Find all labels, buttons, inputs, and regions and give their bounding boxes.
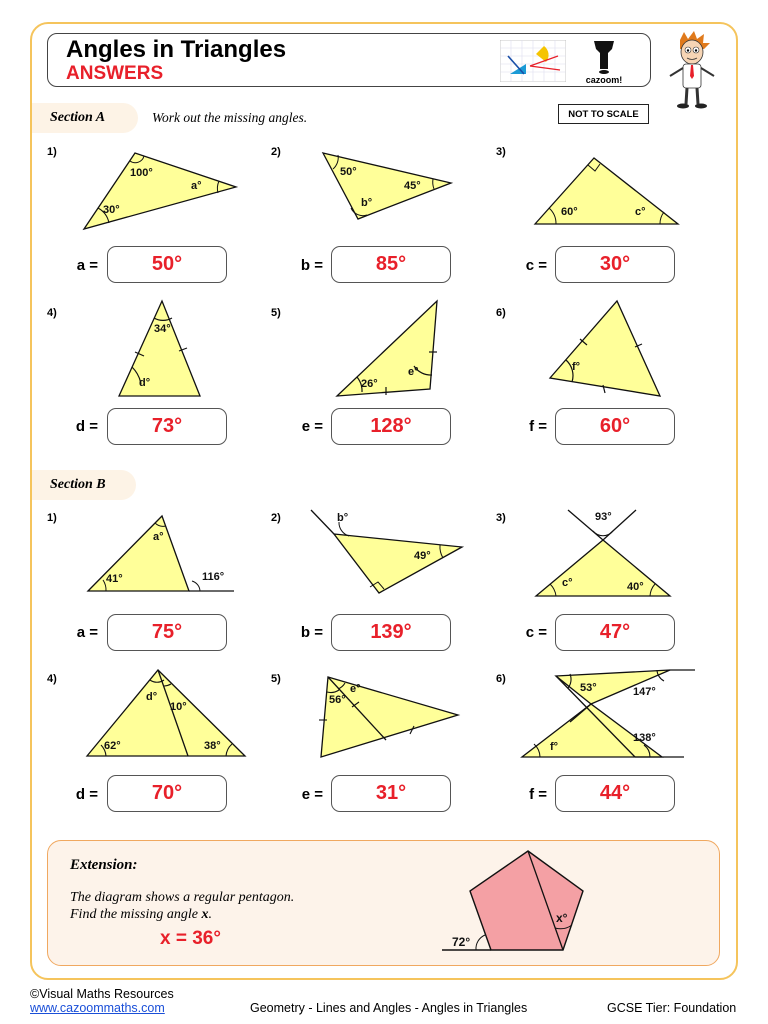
- answer-box: 47°: [555, 614, 675, 651]
- angle-label: 26°: [361, 378, 378, 390]
- answer-box: 85°: [331, 246, 451, 283]
- question-number: 1): [47, 146, 57, 158]
- pentagon-diagram: [430, 845, 610, 957]
- angle-label: 147°: [633, 686, 656, 698]
- question-number: 3): [496, 146, 506, 158]
- extension-title: Extension:: [70, 857, 138, 873]
- angle-label: f°: [550, 741, 559, 753]
- question-number: 2): [271, 146, 281, 158]
- answer-label: c =: [525, 257, 547, 274]
- triangle-a6: [550, 301, 660, 396]
- angle-label: 56°: [329, 694, 346, 706]
- angle-label: 100°: [130, 167, 153, 179]
- answer-label: a =: [76, 624, 98, 641]
- answer-label: d =: [75, 786, 98, 803]
- answer-box: 31°: [331, 775, 451, 812]
- answer-label: c =: [525, 624, 547, 641]
- angle-label: 116°: [202, 571, 225, 583]
- angle-label: b°: [361, 197, 373, 209]
- answer-label: f =: [529, 786, 547, 803]
- cazoom-logo-icon: [574, 39, 634, 85]
- answer-box: 73°: [107, 408, 227, 445]
- angle-label: 40°: [627, 581, 644, 593]
- angle-label: 60°: [561, 206, 578, 218]
- question-number: 2): [271, 512, 281, 524]
- triangle-a2: [323, 153, 451, 219]
- angle-label: 62°: [104, 740, 121, 752]
- answer-box: 70°: [107, 775, 227, 812]
- angle-label: 72°: [452, 935, 471, 949]
- triangle-a4: [119, 301, 200, 396]
- footer-tier: GCSE Tier: Foundation: [607, 1001, 737, 1015]
- answer-label: e =: [301, 418, 323, 435]
- angle-label: f°: [572, 361, 581, 373]
- extension-line-2-prefix: Find the missing angle: [70, 907, 202, 922]
- extension-line-2-suffix: .: [208, 907, 212, 922]
- pentagon-shape: [470, 851, 583, 950]
- section-b-row2-diagrams: [0, 662, 768, 772]
- angle-label: a°: [191, 180, 202, 192]
- angle-label: 38°: [204, 740, 221, 752]
- angle-label: x°: [556, 911, 568, 925]
- answer-box: 50°: [107, 246, 227, 283]
- angle-label: 53°: [580, 682, 597, 694]
- extension-line-2: [70, 907, 212, 923]
- extension-variable: x: [201, 907, 209, 922]
- extension-answer: x = 36°: [160, 928, 221, 949]
- section-a-row2-diagrams: [0, 296, 768, 406]
- question-number: 1): [47, 512, 57, 524]
- page-title: Angles in Triangles: [66, 36, 287, 63]
- brand-text: cazoom!: [585, 75, 623, 85]
- angle-label: 30°: [103, 204, 120, 216]
- answer-box: 139°: [331, 614, 451, 651]
- section-b-label: Section B: [32, 470, 136, 500]
- angle-label: c°: [635, 206, 646, 218]
- angle-label: e°: [408, 366, 419, 378]
- question-number: 6): [496, 673, 506, 685]
- section-a-instruction: Work out the missing angles.: [152, 110, 308, 125]
- graph-logo-icon: [500, 40, 566, 82]
- not-to-scale-label: NOT TO SCALE: [558, 104, 649, 124]
- angle-label: 34°: [154, 323, 171, 335]
- footer-topic: Geometry - Lines and Angles - Angles in Triangles: [250, 1001, 528, 1015]
- angle-label: 93°: [595, 511, 612, 523]
- angle-label: 41°: [106, 573, 123, 585]
- answer-label: b =: [300, 624, 323, 641]
- footer-website-link[interactable]: www.cazoommaths.com: [30, 1001, 165, 1015]
- angle-label: e°: [350, 683, 361, 695]
- triangle-b6-bottom: [522, 704, 662, 757]
- answer-label: b =: [300, 257, 323, 274]
- question-number: 5): [271, 307, 281, 319]
- question-number: 6): [496, 307, 506, 319]
- angle-label: a°: [153, 531, 164, 543]
- triangle-a3: [535, 158, 678, 224]
- angle-label: b°: [337, 512, 349, 524]
- angle-label: 50°: [340, 166, 357, 178]
- page-subtitle: ANSWERS: [66, 63, 164, 84]
- question-number: 4): [47, 673, 57, 685]
- angle-label: 138°: [633, 732, 656, 744]
- mascot-icon: [664, 30, 720, 114]
- section-b-row1-diagrams: [0, 500, 768, 610]
- extension-line-1: The diagram shows a regular pentagon.: [70, 890, 295, 905]
- angle-label: 10°: [170, 701, 187, 713]
- answer-box: 60°: [555, 408, 675, 445]
- angle-label: d°: [139, 377, 151, 389]
- answer-box: 30°: [555, 246, 675, 283]
- answer-label: e =: [301, 786, 323, 803]
- triangle-b5: [321, 677, 458, 757]
- angle-label: d°: [146, 691, 158, 703]
- answer-box: 75°: [107, 614, 227, 651]
- answer-label: a =: [76, 257, 98, 274]
- angle-label: 45°: [404, 180, 421, 192]
- angle-label: c°: [562, 577, 573, 589]
- section-a-label: Section A: [32, 103, 138, 133]
- question-number: 5): [271, 673, 281, 685]
- answer-label: d =: [75, 418, 98, 435]
- angle-label: 49°: [414, 550, 431, 562]
- question-number: 3): [496, 512, 506, 524]
- triangle-b1: [88, 516, 189, 591]
- answer-label: f =: [529, 418, 547, 435]
- question-number: 4): [47, 307, 57, 319]
- footer-copyright: ©Visual Maths Resources: [30, 987, 174, 1001]
- answer-box: 44°: [555, 775, 675, 812]
- section-a-row1-diagrams: [0, 140, 768, 310]
- triangle-b2: [334, 534, 462, 593]
- triangle-a5: [337, 301, 437, 396]
- triangle-b3: [536, 540, 670, 596]
- answer-box: 128°: [331, 408, 451, 445]
